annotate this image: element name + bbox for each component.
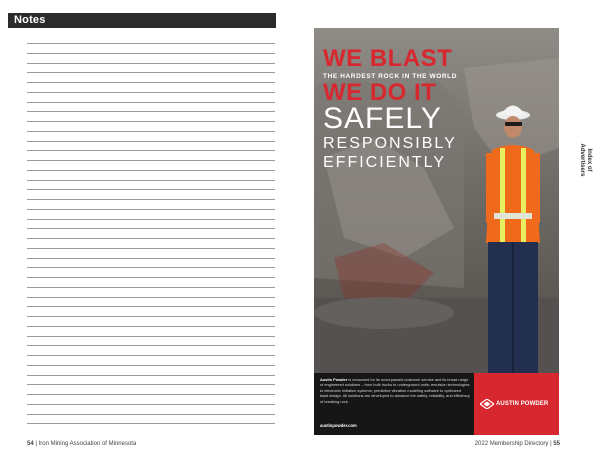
note-line (27, 258, 275, 259)
austin-powder-logo-icon (480, 399, 494, 409)
note-line (27, 238, 275, 239)
notes-header-bar (8, 13, 276, 28)
note-line (27, 375, 275, 376)
headline-we-do-it: WE DO IT (323, 79, 437, 106)
note-line (27, 355, 275, 356)
austin-powder-ad (314, 28, 559, 435)
logo-wordmark: AUSTIN POWDER (496, 401, 549, 407)
note-line (27, 345, 275, 346)
footer-separator: | (35, 441, 39, 447)
notes-lines (27, 43, 275, 433)
note-line (27, 53, 275, 54)
note-line (27, 297, 275, 298)
left-footer (27, 441, 136, 447)
headline-responsibly: RESPONSIBLY (323, 135, 457, 152)
note-line (27, 384, 275, 385)
note-line (27, 414, 275, 415)
side-tab-label (578, 143, 592, 176)
ad-body-brand: Austin Powder (320, 377, 348, 382)
note-line (27, 63, 275, 64)
note-line (27, 189, 275, 190)
note-line (27, 228, 275, 229)
ad-info-panel (314, 373, 559, 435)
note-line (27, 150, 275, 151)
note-line (27, 316, 275, 317)
note-line (27, 267, 275, 268)
note-line (27, 102, 275, 103)
left-page-number: 54 (27, 441, 34, 447)
headline-efficiently: EFFICIENTLY (323, 154, 447, 171)
right-footer (475, 441, 560, 447)
headline-subline: THE HARDEST ROCK IN THE WORLD (323, 73, 458, 80)
note-line (27, 160, 275, 161)
index-of-advertisers-tab (574, 130, 596, 190)
note-line (27, 326, 275, 327)
note-line (27, 72, 275, 73)
note-line (27, 199, 275, 200)
note-line (27, 306, 275, 307)
note-line (27, 209, 275, 210)
note-line (27, 423, 275, 424)
right-footer-publication: 2022 Membership Directory (474, 441, 549, 447)
note-line (27, 277, 275, 278)
note-line (27, 219, 275, 220)
ad-website: austinpowder.com (320, 423, 357, 428)
note-line (27, 121, 275, 122)
austin-powder-logo (474, 373, 559, 435)
note-line (27, 43, 275, 44)
ad-body-copy (320, 377, 470, 404)
headline-we-blast: WE BLAST (323, 45, 453, 72)
note-line (27, 92, 275, 93)
note-line (27, 394, 275, 395)
right-page-number: 55 (553, 441, 560, 447)
note-line (27, 82, 275, 83)
note-line (27, 180, 275, 181)
note-line (27, 336, 275, 337)
note-line (27, 365, 275, 366)
left-footer-org: Iron Mining Association of Minnesota (38, 441, 137, 447)
note-line (27, 404, 275, 405)
side-tab-line2: Advertisers (579, 143, 585, 177)
side-tab-line1: Index of (586, 148, 592, 172)
notes-title: Notes (14, 14, 46, 26)
note-line (27, 248, 275, 249)
note-line (27, 287, 275, 288)
note-line (27, 111, 275, 112)
note-line (27, 170, 275, 171)
headline-safely: SAFELY (323, 102, 442, 135)
note-line (27, 141, 275, 142)
ad-body-text: is renowned for its unsurpassed customer service and its broad range of engineered solutions – from bulk trucks to underground units; emulsion technologies to electronic initiation systems; predictive vibration modeling software to optimized blast design. All solutions are developed to advance the safety, reliability, and efficiency of breaking rock. (320, 377, 470, 404)
note-line (27, 131, 275, 132)
footer-separator: | (550, 441, 554, 447)
